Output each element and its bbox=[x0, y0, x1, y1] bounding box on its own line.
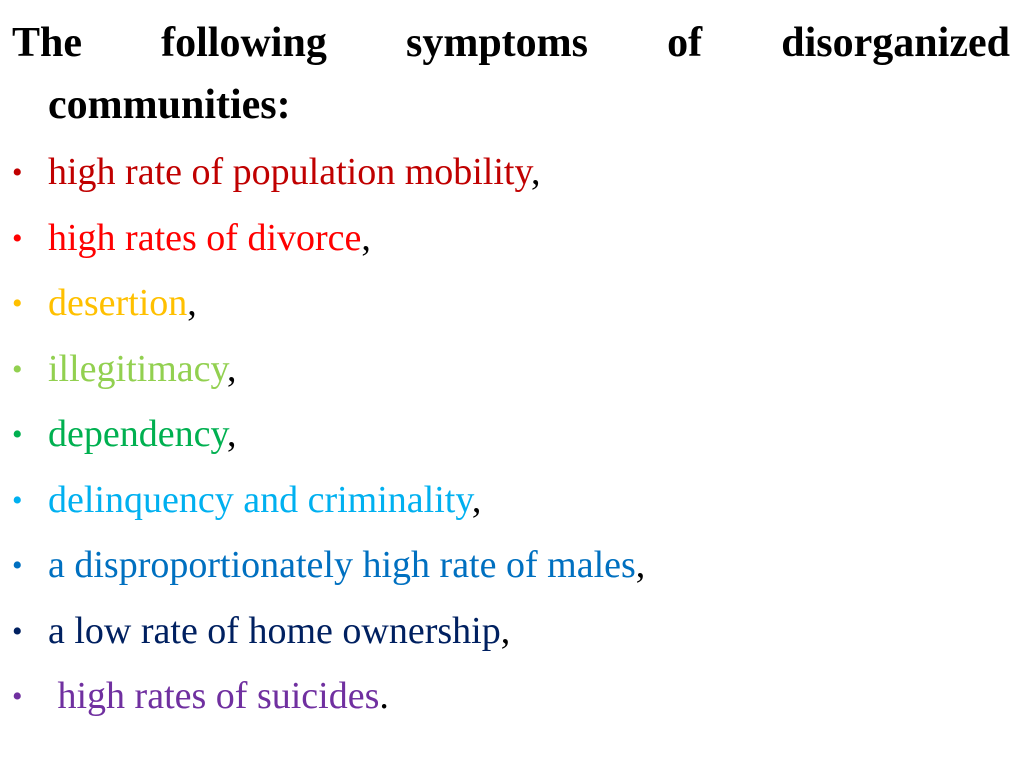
heading-line-1 bbox=[12, 12, 1010, 74]
item-text: a disproportionately high rate of males bbox=[48, 544, 636, 586]
item-text: delinquency and criminality bbox=[48, 478, 472, 521]
item-punctuation: , bbox=[531, 151, 541, 193]
bullet-icon: • bbox=[12, 156, 23, 189]
slide-heading bbox=[12, 12, 1010, 136]
bullet-icon: • bbox=[12, 614, 23, 648]
item-punctuation: , bbox=[227, 347, 237, 390]
item-punctuation: . bbox=[379, 675, 389, 717]
item-text: illegitimacy bbox=[48, 347, 228, 390]
heading-word: disorganized bbox=[781, 20, 1010, 66]
item-punctuation: , bbox=[500, 609, 511, 652]
item-punctuation: , bbox=[227, 413, 237, 455]
bullet-icon: • bbox=[12, 549, 23, 582]
item-punctuation: , bbox=[361, 216, 371, 259]
bullet-icon: • bbox=[12, 680, 23, 713]
item-text: dependency bbox=[48, 413, 227, 455]
bullet-icon: • bbox=[12, 418, 23, 451]
item-text: high rate of population mobility bbox=[48, 151, 532, 193]
bullet-icon: • bbox=[12, 352, 23, 386]
bullet-icon: • bbox=[12, 221, 23, 255]
heading-word: The bbox=[12, 20, 83, 66]
heading-word: following bbox=[161, 20, 327, 66]
item-punctuation: , bbox=[187, 282, 197, 324]
bullet-icon: • bbox=[12, 483, 23, 517]
item-punctuation: , bbox=[471, 478, 482, 521]
item-text: high rates of suicides bbox=[48, 675, 380, 717]
item-text: a low rate of home ownership bbox=[48, 609, 501, 652]
heading-word: of bbox=[667, 20, 703, 66]
bullet-icon: • bbox=[12, 287, 23, 320]
item-text: high rates of divorce bbox=[48, 216, 362, 259]
item-punctuation: , bbox=[635, 544, 646, 586]
item-text: desertion bbox=[48, 282, 188, 324]
heading-word: symptoms bbox=[405, 20, 588, 66]
heading-line-2: communities: bbox=[48, 82, 291, 128]
